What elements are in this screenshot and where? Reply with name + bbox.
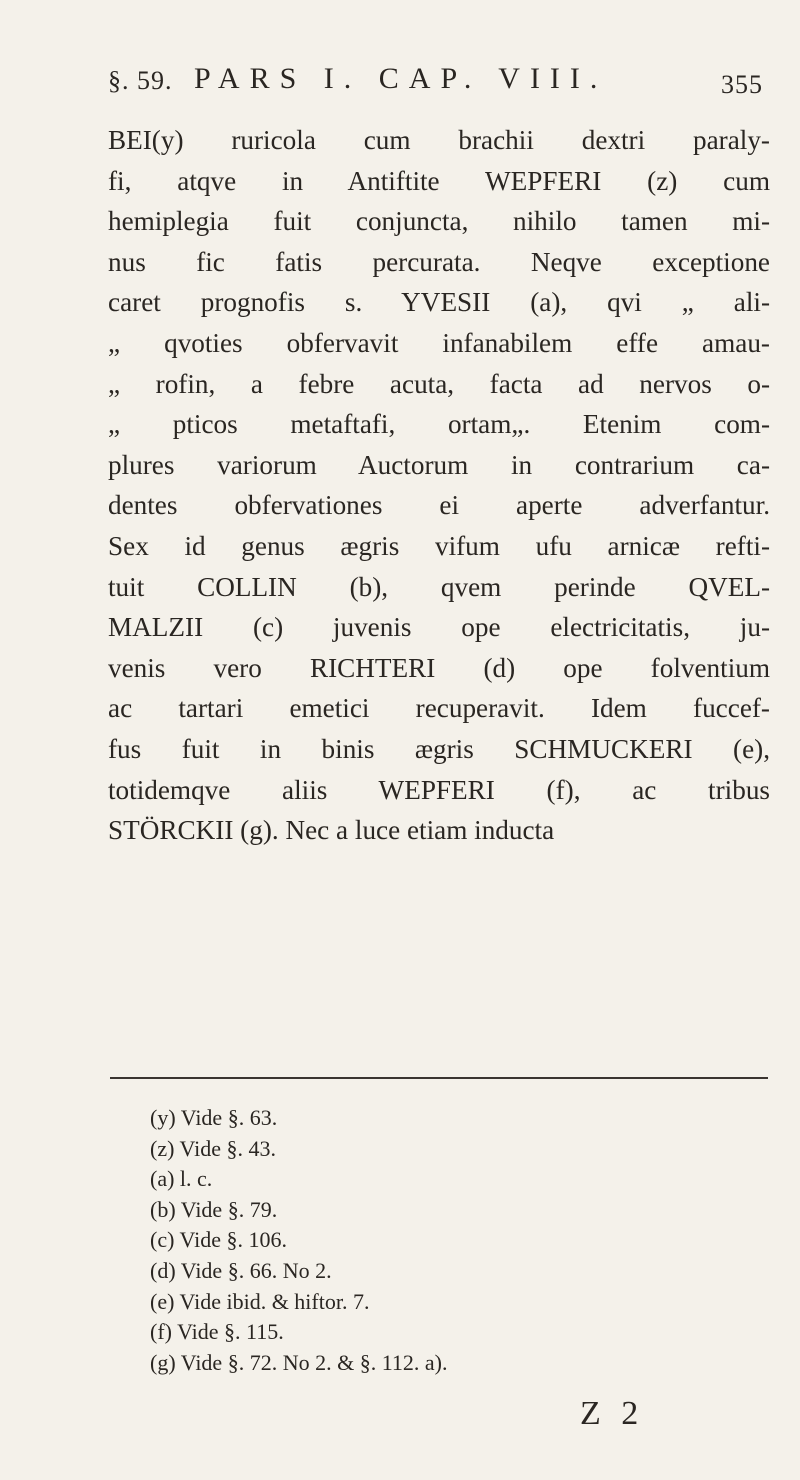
footnote: (e) Vide ibid. & hiftor. 7. xyxy=(150,1288,370,1314)
running-title: PARS I. CAP. VIII. xyxy=(194,62,608,95)
page-number: 355 xyxy=(721,70,763,99)
footnote: (f) Vide §. 115. xyxy=(150,1319,284,1345)
text-line: ac tartari emetici recuperavit. Idem fuccef- xyxy=(108,693,770,724)
text-line: totidemqve aliis WEPFERI (f), ac tribus xyxy=(108,774,770,805)
footnote: (z) Vide §. 43. xyxy=(150,1135,276,1161)
signature-mark: Z 2 xyxy=(580,1395,645,1432)
text-line: MALZII (c) juvenis ope electricitatis, ju- xyxy=(108,612,770,643)
text-line: STÖRCKII (g). Nec a luce etiam inducta xyxy=(108,815,555,846)
running-header xyxy=(108,62,763,102)
text-line: BEI(y) ruricola cum brachii dextri paraly- xyxy=(108,125,770,155)
text-line: dentes obfervationes ei aperte adverfantur. xyxy=(108,490,770,521)
text-line: „ qvoties obfervavit infanabilem effe amau- xyxy=(108,327,770,358)
text-line: tuit COLLIN (b), qvem perinde QVEL- xyxy=(108,571,770,602)
text-line: fi, atqve in Antiftite WEPFERI (z) cum xyxy=(108,165,770,196)
footnote: (c) Vide §. 106. xyxy=(150,1227,287,1253)
footnote: (d) Vide §. 66. No 2. xyxy=(150,1257,332,1283)
text-line: Sex id genus ægris vifum ufu arnicæ refti- xyxy=(108,530,770,561)
footnote: (a) l. c. xyxy=(150,1166,213,1192)
text-line: nus fic fatis percurata. Neqve exceptione xyxy=(108,246,770,277)
text-line: hemiplegia fuit conjuncta, nihilo tamen mi- xyxy=(108,206,770,237)
footnote-divider xyxy=(110,1077,768,1079)
footnote: (y) Vide §. 63. xyxy=(150,1105,278,1130)
section-number: §. 59. xyxy=(108,66,173,95)
main-text xyxy=(108,120,770,851)
text-line: venis vero RICHTERI (d) ope folventium xyxy=(108,652,770,683)
footnote: (b) Vide §. 79. xyxy=(150,1196,278,1222)
text-line: „ pticos metaftafi, ortam„. Etenim com- xyxy=(108,409,770,440)
footnote: (g) Vide §. 72. No 2. & §. 112. a). xyxy=(150,1349,448,1375)
text-line: plures variorum Auctorum in contrarium ca- xyxy=(108,449,770,480)
text-line: caret prognofis s. YVESII (a), qvi „ ali- xyxy=(108,287,770,318)
footnotes xyxy=(150,1103,750,1378)
text-line: „ rofin, a febre acuta, facta ad nervos o- xyxy=(108,368,770,399)
text-line: fus fuit in binis ægris SCHMUCKERI (e), xyxy=(108,733,770,764)
